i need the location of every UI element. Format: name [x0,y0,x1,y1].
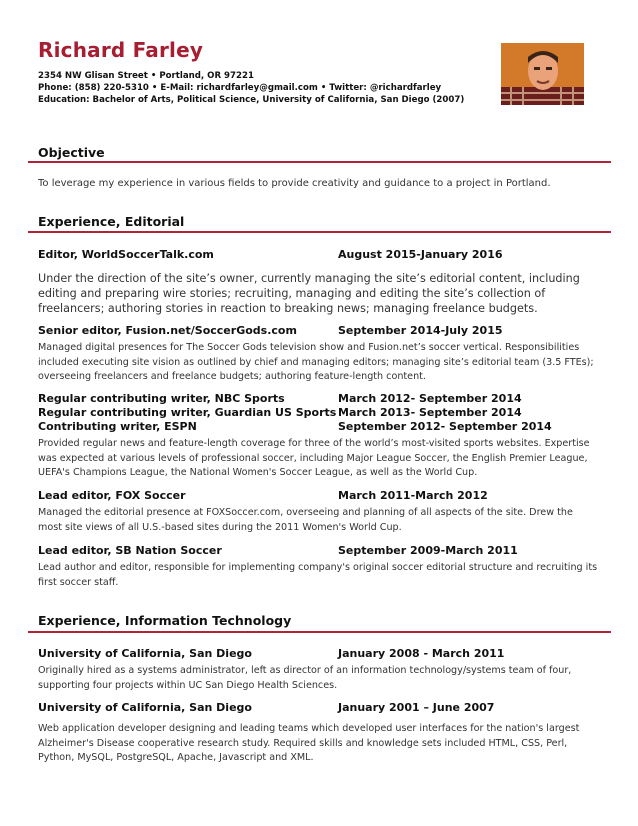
job-description: Originally hired as a systems administrator, left as director of an information technology/systems team of four, supporting four projects within UC San Diego Health Sciences. [38,665,572,691]
section-divider [28,161,611,163]
education-line: Education: Bachelor of Arts, Political Science, University of California, San Diego (2007) [38,95,465,105]
section-divider [28,231,611,233]
job-description: Provided regular news and feature-length coverage for three of the world’s most-visited sports websites. Expertise was expected at various levels of professional soccer, including Major League Soccer, the English Premier League, UEFA's Champions League, the National Women's Soccer League, as well as the World Cup. [38,438,590,478]
job-title: Lead editor, SB Nation Soccer [38,544,222,557]
job-dates: January 2001 – June 2007 [338,701,495,714]
editorial-heading: Experience, Editorial [38,214,185,229]
job-description: Managed the editorial presence at FOXSoccer.com, overseeing and planning of all aspects of the site. Drew the most site views of all U.S.-based sites during the 2011 Women's World Cup. [38,507,573,533]
job-title: Contributing writer, ESPN [38,420,197,433]
job-title: University of California, San Diego [38,701,252,714]
job-title: Editor, WorldSoccerTalk.com [38,248,214,261]
job-title: Regular contributing writer, Guardian US Sports [38,406,337,419]
job-dates: August 2015-January 2016 [338,248,503,261]
it-heading: Experience, Information Technology [38,613,292,628]
job-title: Regular contributing writer, NBC Sports [38,392,285,405]
job-description: Under the direction of the site’s owner, currently managing the site’s editorial content, including editing and preparing wire stories; recruiting, managing and editing the site’s collection of freelancers; authoring stories in reaction to breaking news; managing freelance budgets. [38,272,580,315]
job-dates: September 2009-March 2011 [338,544,518,557]
job-title: Senior editor, Fusion.net/SoccerGods.com [38,324,297,337]
job-description: Lead author and editor, responsible for implementing company's original soccer editorial structure and recruiting its first soccer staff. [38,562,598,588]
objective-text: To leverage my experience in various fields to provide creativity and guidance to a project in Portland. [38,178,551,189]
job-dates: September 2014-July 2015 [338,324,503,337]
job-title: University of California, San Diego [38,647,252,660]
section-divider [28,631,611,633]
objective-heading: Objective [38,145,105,160]
job-dates: March 2013- September 2014 [338,406,522,419]
resume-name: Richard Farley [38,38,204,62]
job-dates: March 2012- September 2014 [338,392,522,405]
profile-photo [501,43,584,105]
contact-line: Phone: (858) 220-5310 • E-Mail: richardfarley@gmail.com • Twitter: @richardfarley [38,83,442,93]
job-dates: September 2012- September 2014 [338,420,552,433]
job-description: Managed digital presences for The Soccer Gods television show and Fusion.net’s soccer vertical. Responsibilities included executing site vision as outlined by chief and managing editors; managing site’s editorial team (3.5 FTEs); overseeing freelancers and freelance budgets; authoring feature-length content. [38,342,594,382]
job-dates: March 2011-March 2012 [338,489,488,502]
job-dates: January 2008 - March 2011 [338,647,505,660]
job-description: Web application developer designing and leading teams which developed user interfaces for the nation's largest Alzheimer's Disease cooperative research study. Required skills and knowledge sets included HTML, CSS, Perl, Python, MySQL, PostgreSQL, Apache, Javascript and XML. [38,723,580,763]
address-line: 2354 NW Glisan Street • Portland, OR 97221 [38,71,254,81]
job-title: Lead editor, FOX Soccer [38,489,186,502]
